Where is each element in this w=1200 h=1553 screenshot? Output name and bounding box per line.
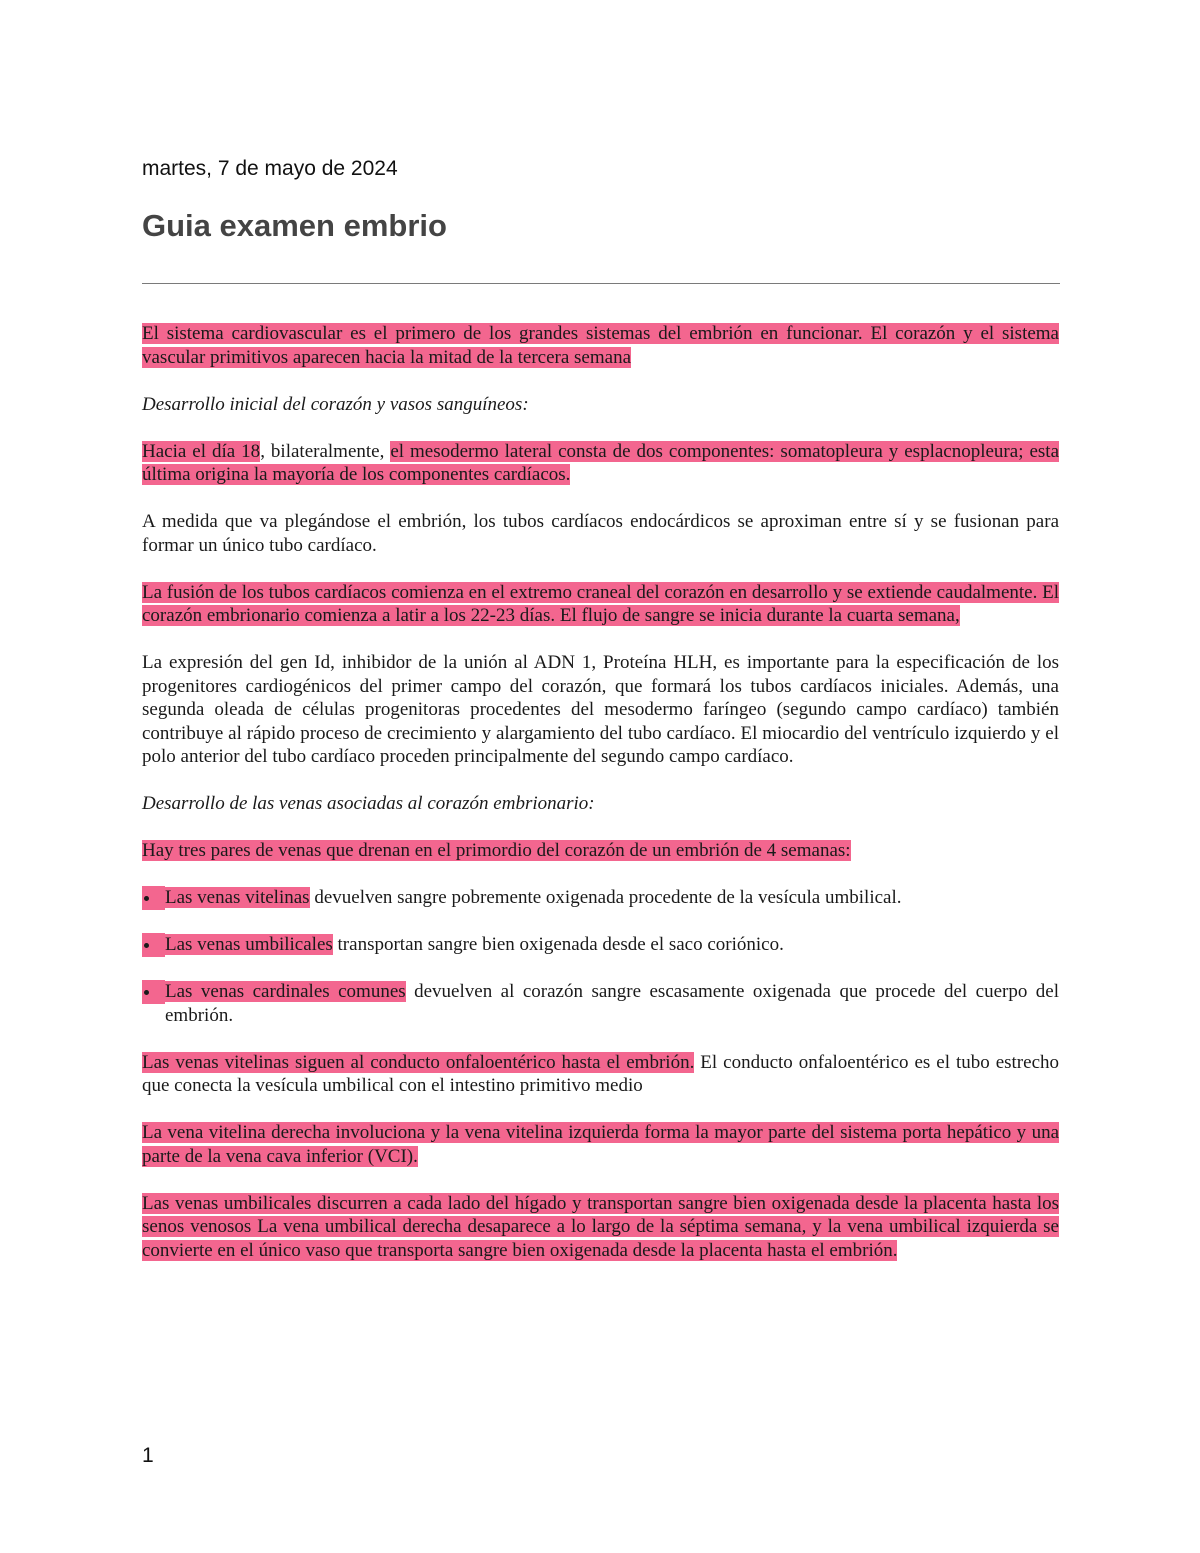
highlighted-text: el mesodermo lateral consta de dos componentes: somatopleura y esplacnopleura; esta última origina la mayoría de los componentes cardíacos.	[142, 440, 1059, 485]
paragraph-heartbeat	[142, 581, 1059, 628]
highlighted-text: La vena vitelina derecha involuciona y la vena vitelina izquierda forma la mayor parte del sistema porta hepático y una parte de la vena cava inferior (VCI).	[142, 1122, 1059, 1167]
highlighted-text: Las venas vitelinas	[165, 887, 310, 908]
page-title: Guia examen embrio	[142, 208, 447, 243]
plain-text: devuelven sangre pobremente oxigenada procedente de la vesícula umbilical.	[309, 887, 902, 908]
paragraph-vitelline-fate	[142, 1121, 1059, 1168]
page-number: 1	[142, 1444, 154, 1467]
highlighted-text: Las venas vitelinas siguen al conducto onfaloentérico hasta el embrión.	[142, 1051, 695, 1073]
highlighted-text: Hacia el día 18	[142, 440, 261, 462]
paragraph-intro	[142, 322, 1059, 369]
paragraph-three-veins	[142, 839, 1059, 863]
section-heading-veins: Desarrollo de las venas asociadas al corazón embrionario:	[142, 793, 595, 814]
plain-text: transportan sangre bien oxigenada desde el saco coriónico.	[332, 934, 784, 955]
title-divider	[142, 283, 1060, 284]
highlighted-text: La fusión de los tubos cardíacos comienza en el extremo craneal del corazón en desarrollo y se extiende caudalmente. El corazón embrionario comienza a latir a los 22-23 días. El flujo de sangre se inicia durante la cuarta semana,	[142, 581, 1059, 626]
note-date: martes, 7 de mayo de 2024	[142, 157, 398, 180]
highlighted-text: Las venas cardinales comunes	[165, 981, 406, 1002]
paragraph-gene-id: La expresión del gen Id, inhibidor de la unión al ADN 1, Proteína HLH, es importante para la especificación de los progenitores cardiogénicos del primer campo del corazón, que formará los tubos cardíacos iniciales. Además, una segunda oleada de células progenitoras procedentes del mesodermo faríngeo (segundo campo cardíaco) también contribuye al rápido proceso de crecimiento y alargamiento del tubo cardíaco. El miocardio del ventrículo izquierdo y el polo anterior del tubo cardíaco proceden principalmente del segundo campo cardíaco.	[142, 652, 1059, 767]
paragraph-tube-fusion: A medida que va plegándose el embrión, los tubos cardíacos endocárdicos se aproximan entre sí y se fusionan para formar un único tubo cardíaco.	[142, 511, 1059, 556]
paragraph-day-18	[142, 440, 1059, 487]
plain-text: , bilateralmente,	[260, 440, 391, 462]
list-item	[142, 886, 1059, 910]
plain-text: El conducto onfaloentérico es el tubo estrecho que conecta la vesícula umbilical con el intestino primitivo medio	[142, 1051, 1059, 1096]
list-item	[142, 980, 1059, 1027]
highlighted-text: El sistema cardiovascular es el primero de los grandes sistemas del embrión en funcionar. El corazón y el sistema vascular primitivos aparecen hacia la mitad de la tercera semana	[142, 323, 1059, 368]
paragraph-umbilical-veins	[142, 1192, 1059, 1263]
paragraph-vitelline-path	[142, 1051, 1059, 1098]
highlighted-text: Las venas umbilicales discurren a cada lado del hígado y transportan sangre bien oxigenada desde la placenta hasta los senos venosos La vena umbilical derecha desaparece a lo largo de la séptima semana, y la vena umbilical izquierda se convierte en el único vaso que transporta sangre bien oxigenada desde la placenta hasta el embrión.	[142, 1192, 1059, 1261]
highlighted-text: Las venas umbilicales	[165, 934, 333, 955]
bullet-icon	[142, 886, 165, 910]
veins-list	[142, 886, 1059, 1027]
highlighted-text: Hay tres pares de venas que drenan en el primordio del corazón de un embrión de 4 semanas:	[142, 840, 851, 861]
list-item	[142, 933, 1059, 957]
section-heading-heart-development: Desarrollo inicial del corazón y vasos sanguíneos:	[142, 393, 529, 415]
bullet-icon	[142, 933, 165, 957]
bullet-icon	[142, 980, 165, 1004]
note-body	[142, 322, 1059, 1286]
plain-text: devuelven al corazón sangre escasamente oxigenada que procede del cuerpo del embrión.	[165, 981, 1060, 1026]
